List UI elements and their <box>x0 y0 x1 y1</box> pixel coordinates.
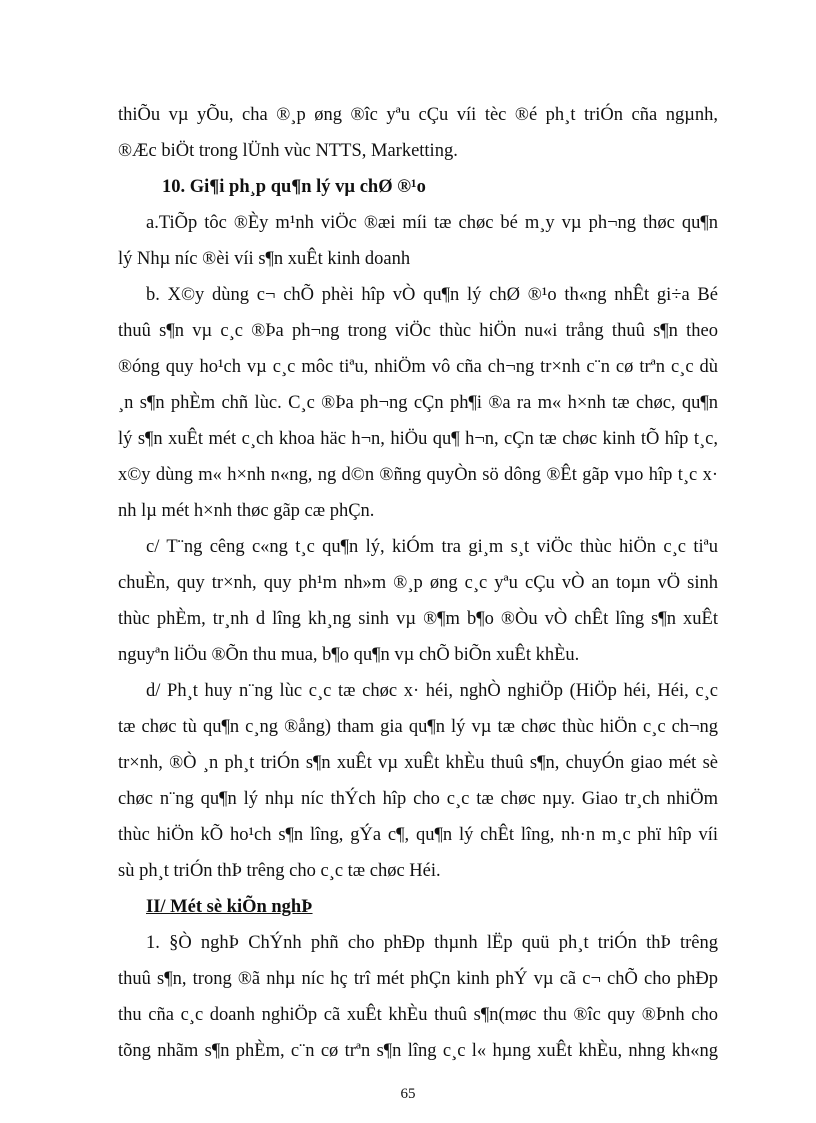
body-line-17: tæ chøc tù qu¶n c¸ng ®ång) tham gia qu¶n lý vµ tæ chøc thùc hiÖn c¸c ch¬ng <box>118 717 718 737</box>
section-heading-10: 10. Gi¶i ph¸p qu¶n lý vµ chØ ®¹o <box>162 177 426 197</box>
body-line-19: chøc n¨ng qu¶n lý nhµ níc thÝch hîp cho c¸c tæ chøc nµy. Giao tr¸ch nhiÖm <box>118 789 718 809</box>
body-line-7: ®óng quy ho¹ch vµ c¸c môc tiªu, nhiÖm vô cña ch¬ng tr×nh c¨n cø trªn c¸c dù <box>118 357 718 377</box>
body-line-12: c/ T¨ng cêng c«ng t¸c qu¶n lý, kiÓm tra gi¸m s¸t viÖc thùc hiÖn c¸c tiªu <box>146 537 718 557</box>
body-line-20: thùc hiÖn kÕ ho¹ch s¶n lîng, gÝa c¶, qu¶n lý chÊt lîng, nh·n m¸c phï hîp víi <box>118 825 718 845</box>
body-line-16: d/ Ph¸t huy n¨ng lùc c¸c tæ chøc x· héi, nghÒ nghiÖp (HiÖp héi, Héi, c¸c <box>146 681 718 701</box>
body-line-25: tõng nhãm s¶n phÈm, c¨n cø trªn s¶n lîng c¸c l« hµng xuÊt khÈu, nhng kh«ng <box>118 1041 718 1061</box>
body-line-1: thiÕu vµ yÕu, cha ®¸p øng ®îc yªu cÇu víi tèc ®é ph¸t triÓn cña ngµnh, <box>118 105 718 125</box>
body-line-18: tr×nh, ®Ò ¸n ph¸t triÓn s¶n xuÊt vµ xuÊt khÈu thuû s¶n, chuyÓn giao mét sè <box>118 753 718 773</box>
section-heading-II: II/ Mét sè kiÕn nghÞ <box>146 897 313 917</box>
body-line-11: nh lµ mét h×nh thøc gãp cæ phÇn. <box>118 501 375 521</box>
body-line-10: x©y dùng m« h×nh n«ng, ng d©n ®ñng quyÒn sö dông ®Êt gãp vµo hîp t¸c x· <box>118 465 718 485</box>
body-line-22: 1. §Ò nghÞ ChÝnh phñ cho phÐp thµnh lËp quü ph¸t triÓn thÞ trêng <box>146 933 718 953</box>
body-line-24: thu cña c¸c doanh nghiÖp cã xuÊt khÈu thuû s¶n(møc thu ®îc quy ®Þnh cho <box>118 1005 718 1025</box>
body-line-23: thuû s¶n, trong ®ã nhµ níc hç trî mét phÇn kinh phÝ vµ cã c¬ chÕ cho phÐp <box>118 969 718 989</box>
page-number: 65 <box>400 1086 416 1102</box>
body-line-6: thuû s¶n vµ c¸c ®Þa ph¬ng trong viÖc thùc hiÖn nu«i trång thuû s¶n theo <box>118 321 718 341</box>
body-line-21: sù ph¸t triÓn thÞ trêng cho c¸c tæ chøc Héi. <box>118 861 441 881</box>
body-line-2: ®Æc biÖt trong lÜnh vùc NTTS, Marketting. <box>118 141 458 161</box>
body-line-13: chuÈn, quy tr×nh, quy ph¹m nh»m ®¸p øng c¸c yªu cÇu vÒ an toµn vÖ sinh <box>118 573 718 593</box>
body-line-9: lý s¶n xuÊt mét c¸ch khoa häc h¬n, hiÖu qu¶ h¬n, cÇn tæ chøc kinh tÕ hîp t¸c, <box>118 429 718 449</box>
body-line-4: lý Nhµ níc ®èi víi s¶n xuÊt kinh doanh <box>118 249 411 269</box>
body-line-14: thùc phÈm, tr¸nh d lîng kh¸ng sinh vµ ®¶m b¶o ®Òu vÒ chÊt lîng s¶n xuÊt <box>118 609 718 629</box>
body-line-3: a.TiÕp tôc ®Èy m¹nh viÖc ®æi míi tæ chøc bé m¸y vµ ph¬ng thøc qu¶n <box>146 213 718 233</box>
body-line-5: b. X©y dùng c¬ chÕ phèi hîp vÒ qu¶n lý chØ ®¹o th«ng nhÊt gi÷a Bé <box>146 285 718 305</box>
body-line-15: nguyªn liÖu ®Õn thu mua, b¶o qu¶n vµ chÕ biÕn xuÊt khÈu. <box>118 645 580 665</box>
body-line-8: ¸n s¶n phÈm chñ lùc. C¸c ®Þa ph¬ng cÇn ph¶i ®a ra m« h×nh tæ chøc, qu¶n <box>118 393 718 413</box>
